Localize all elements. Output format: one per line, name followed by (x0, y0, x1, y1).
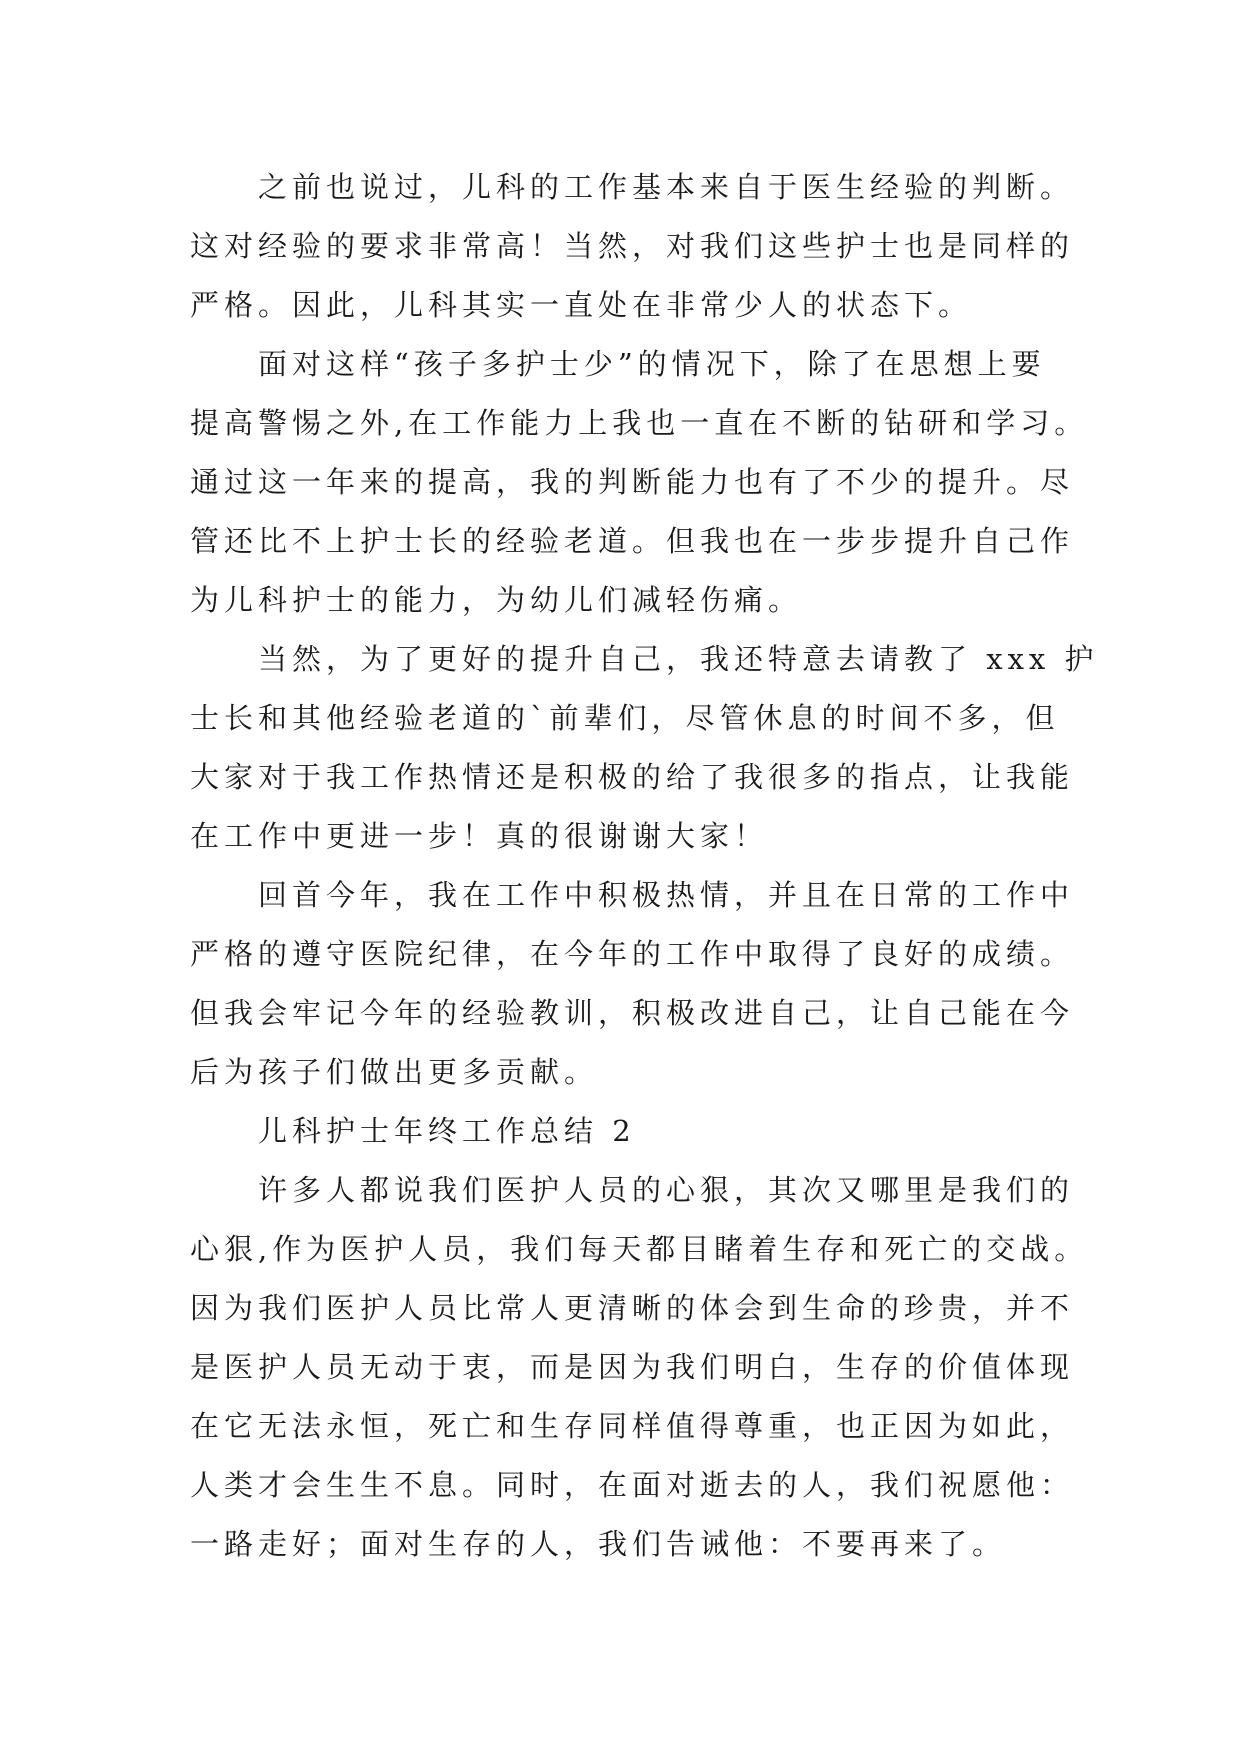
document-body (190, 158, 1099, 1574)
text-line: 在它无法永恒，死亡和生存同样值得尊重，也正因为如此， (190, 1409, 1075, 1443)
text-line: 为儿科护士的能力，为幼儿们减轻伤痛。 (190, 583, 803, 617)
text-line: 面对这样“孩子多护士少”的情况下，除了在思想上要 (258, 347, 1046, 381)
text-line: 许多人都说我们医护人员的心狠，其次又哪里是我们的 (258, 1173, 1075, 1207)
text-line: 当然，为了更好的提升自己，我还特意去请教了 xxx 护 (258, 642, 1099, 676)
text-line: 提高警惕之外,在工作能力上我也一直在不断的钻研和学习。 (190, 406, 1089, 440)
text-line: 严格。因此，儿科其实一直处在非常少人的状态下。 (190, 288, 973, 322)
text-line: 严格的遵守医院纪律，在今年的工作中取得了良好的成绩。 (190, 937, 1075, 971)
text-line: 在工作中更进一步！真的很谢谢大家！ (190, 819, 769, 853)
text-line: 因为我们医护人员比常人更清晰的体会到生命的珍贵，并不 (190, 1291, 1075, 1325)
text-line: 通过这一年来的提高，我的判断能力也有了不少的提升。尽 (190, 465, 1075, 499)
section-heading: 儿科护士年终工作总结 2 (258, 1114, 636, 1148)
text-line: 这对经验的要求非常高！当然，对我们这些护士也是同样的 (190, 229, 1075, 263)
text-line: 之前也说过，儿科的工作基本来自于医生经验的判断。 (258, 170, 1075, 204)
text-line: 士长和其他经验老道的`前辈们，尽管休息的时间不多，但 (190, 701, 1060, 735)
text-line: 管还比不上护士长的经验老道。但我也在一步步提升自己作 (190, 524, 1075, 558)
text-line: 心狠,作为医护人员，我们每天都目睹着生存和死亡的交战。 (190, 1232, 1089, 1266)
text-line: 是医护人员无动于衷，而是因为我们明白，生存的价值体现 (190, 1350, 1075, 1384)
text-line: 后为孩子们做出更多贡献。 (190, 1055, 599, 1089)
text-line: 大家对于我工作热情还是积极的给了我很多的指点，让我能 (190, 760, 1075, 794)
text-line: 一路走好；面对生存的人，我们告诫他：不要再来了。 (190, 1527, 1007, 1561)
text-line: 人类才会生生不息。同时，在面对逝去的人，我们祝愿他： (190, 1468, 1075, 1502)
text-line: 回首今年，我在工作中积极热情，并且在日常的工作中 (258, 878, 1075, 912)
text-line: 但我会牢记今年的经验教训，积极改进自己，让自己能在今 (190, 996, 1075, 1030)
